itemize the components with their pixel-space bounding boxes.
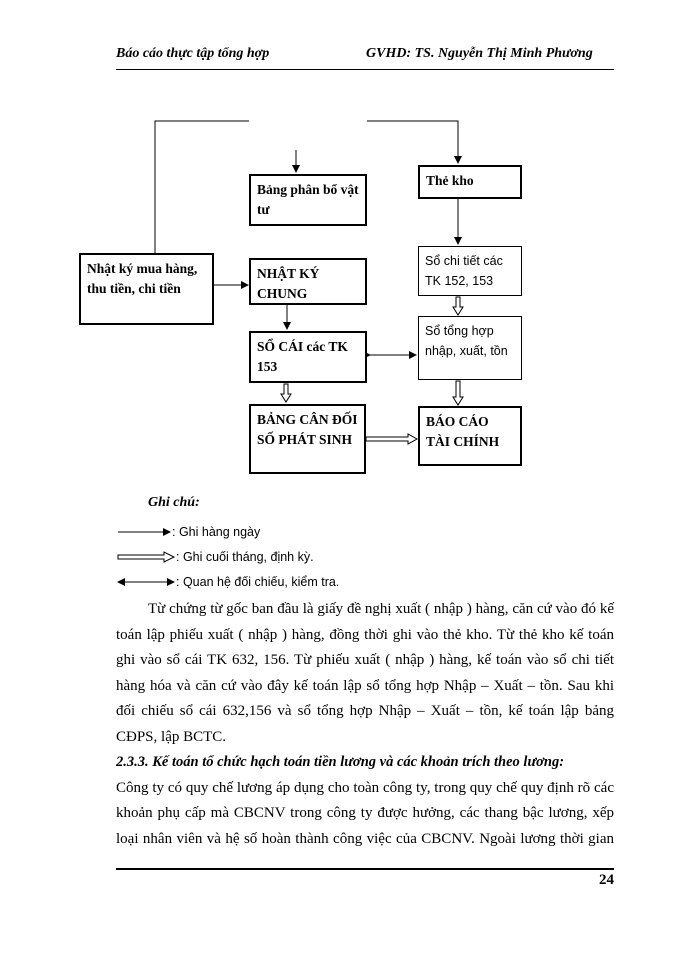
legend-daily-label: : Ghi hàng ngày <box>172 525 261 539</box>
legend-periodic-label: : Ghi cuối tháng, định kỳ. <box>176 550 314 564</box>
footer-rule <box>116 868 614 870</box>
hollow-arrow-sotonghop-baocao <box>453 381 463 405</box>
header-right: GVHD: TS. Nguyễn Thị Minh Phương <box>366 46 593 61</box>
box-nhat-ky-chung: NHẬT KÝ CHUNG <box>249 258 367 305</box>
legend-row-periodic <box>116 547 314 567</box>
legend-title: Ghi chú: <box>148 495 200 510</box>
box-nhat-ky-mua-hang: Nhật ký mua hàng, thu tiền, chi tiền <box>79 253 214 325</box>
box-so-chi-tiet: Sổ chi tiết các TK 152, 153 <box>418 246 522 296</box>
legend-row-daily <box>116 522 260 542</box>
legend-row-reconcile <box>116 572 339 592</box>
hollow-arrow-icon <box>116 550 176 564</box>
box-bao-cao-tai-chinh: BÁO CÁO TÀI CHÍNH <box>418 406 522 466</box>
connector-top-left <box>155 121 249 253</box>
connector-top-right <box>367 121 458 163</box>
section-heading: 2.3.3. Kế toán tổ chức hạch toán tiền lương và các khoản trích theo lương: <box>116 754 565 770</box>
double-arrow-icon <box>116 576 176 588</box>
paragraph-1: Từ chứng từ gốc ban đầu là giấy đề nghị xuất ( nhập ) hàng, căn cứ vào đó kế toán lập phiếu xuất ( nhập ) hàng, đồng thời ghi vào thẻ kho. Từ thẻ kho kế toán ghi vào sổ cái TK 632, 156. Từ phiếu xuất ( nhập ) hàng, kế toán vào sổ chi tiết hàng hóa và căn cứ vào đây kế toán lập sổ tổng hợp Nhập – Xuất – tồn. Sau khi đối chiếu sổ cái 632,156 và sổ tổng hợp Nhập – Xuất – tồn, kế toán lập bảng CĐPS, lập BCTC. <box>116 601 614 745</box>
hollow-arrow-sochitiet-sotonghop <box>453 297 463 315</box>
solid-arrow-icon <box>116 526 172 538</box>
body-text <box>116 597 614 852</box>
page-number: 24 <box>599 872 614 888</box>
legend-reconcile-label: : Quan hệ đối chiếu, kiểm tra. <box>176 575 340 589</box>
box-the-kho: Thẻ kho <box>418 165 522 199</box>
box-so-cai: SỔ CÁI các TK 153 <box>249 331 367 383</box>
box-bang-phan-bo-vat-tu: Bảng phân bổ vật tư <box>249 174 367 226</box>
box-bang-can-doi: BẢNG CÂN ĐỐI SỐ PHÁT SINH <box>249 404 366 474</box>
hollow-arrow-bangcandoi-baocao <box>366 434 417 444</box>
paragraph-2: Công ty có quy chế lương áp dụng cho toàn công ty, trong quy chế quy định rõ các khoản phụ cấp mà CBCNV trong công ty được hưởng, các thang bậc lương, xếp loại nhân viên và hệ số hoàn thành công việc của CBCNV. Ngoài lương thời gian <box>116 779 614 847</box>
hollow-arrow-socai-bangcandoi <box>281 384 291 402</box>
header-left: Báo cáo thực tập tổng hợp <box>116 46 270 61</box>
box-so-tong-hop: Sổ tổng hợp nhập, xuất, tồn <box>418 316 522 380</box>
